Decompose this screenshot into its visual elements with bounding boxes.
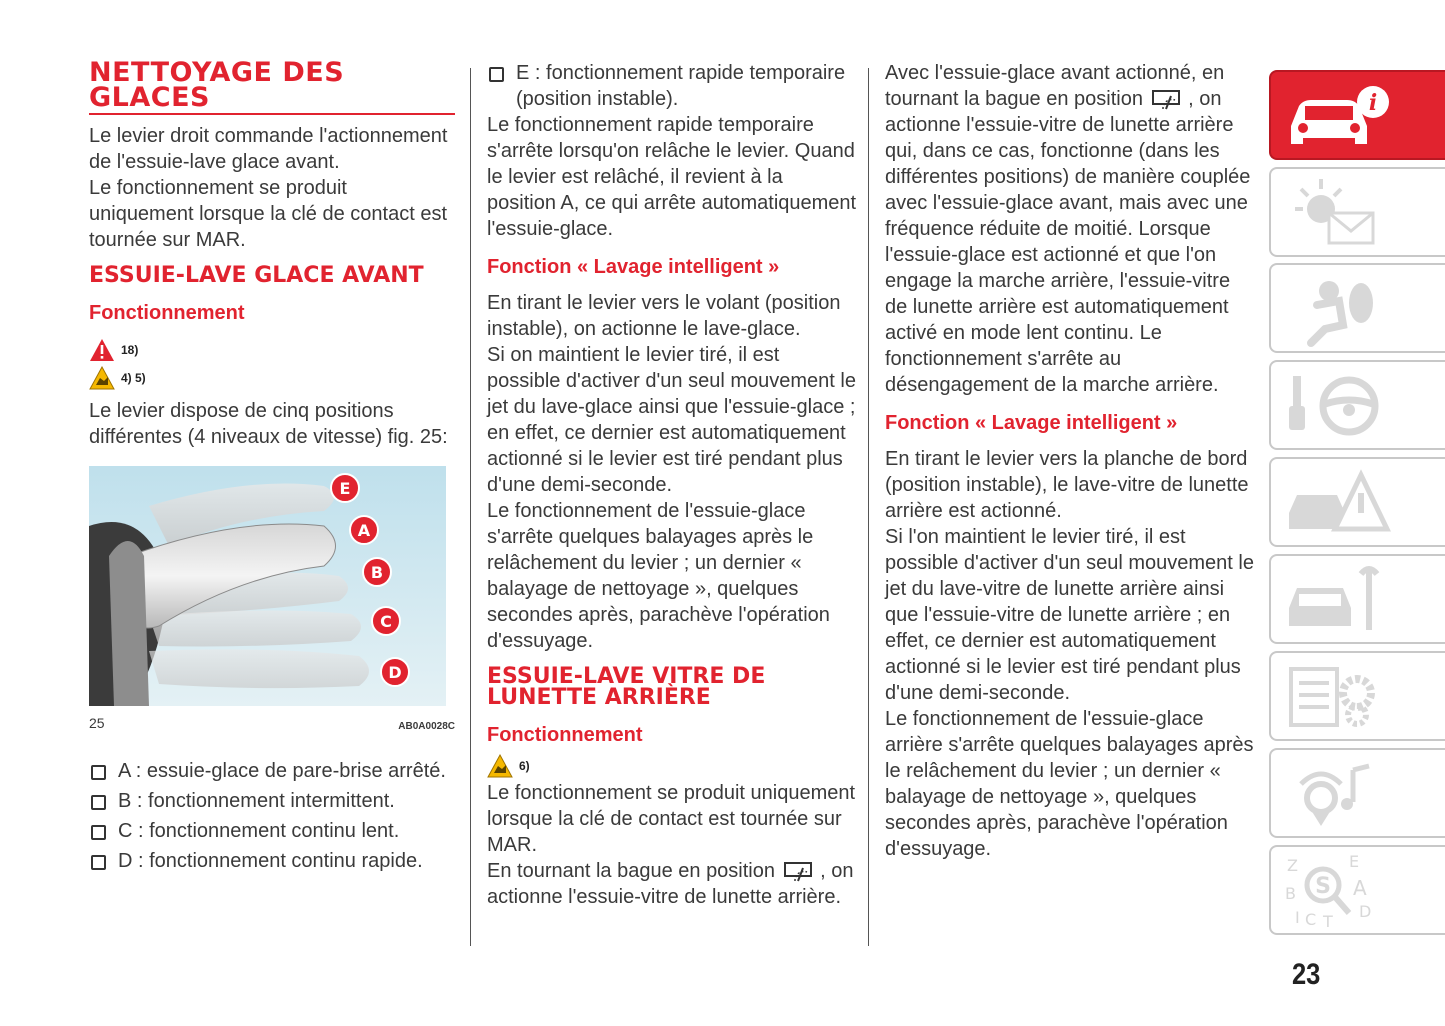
subsection-heading: Fonction « Lavage intelligent » — [487, 256, 780, 278]
page-title: NETTOYAGE DES GLACES — [89, 57, 345, 113]
bullet-box-icon — [91, 795, 106, 810]
list-item-text: C : fonctionnement continu lent. — [118, 820, 400, 842]
subsection-heading: Fonction « Lavage intelligent » — [885, 412, 1178, 434]
figure-lever-positions — [89, 466, 446, 706]
bullet-box-icon — [91, 855, 106, 870]
emergency-icon — [1281, 463, 1401, 543]
body-paragraph: Le levier dispose de cinq positions différentes (4 niveaux de vitesse) fig. 25: — [89, 400, 448, 448]
warning-ref-number: 6) — [519, 759, 530, 773]
wiper-lever-illustration — [89, 466, 446, 706]
section-heading-rear: ESSUIE-LAVE VITRE DE LUNETTE ARRIÈRE — [487, 664, 766, 710]
list-item — [89, 788, 455, 814]
subsection-heading: Fonctionnement — [89, 302, 245, 324]
intro-paragraph-1: Le levier droit commande l'actionnement de l'essuie-lave glace avant. — [89, 125, 448, 173]
specs-gear-icon — [1281, 657, 1401, 737]
caution-hand-icon — [487, 754, 513, 778]
index-letter: C — [1305, 910, 1317, 929]
lever-position-label: B — [370, 563, 384, 582]
list-item-text: D : fonctionnement continu rapide. — [118, 850, 423, 872]
warning-ref-number: 4) 5) — [121, 371, 146, 385]
list-item-text: A : essuie-glace de pare-brise arrêté. — [118, 760, 446, 782]
index-letter: D — [1359, 902, 1372, 921]
intro-paragraph-2: Le fonctionnement se produit uniquement lorsque la clé de contact est tournée sur MAR. — [89, 177, 447, 251]
paragraph: Le fonctionnement de l'essuie-glace s'arrête quelques balayages après le relâchement du levier ; un dernier « balayage de nettoyage », quelques secondes après, parachève l'opération d'essuyage. — [487, 500, 830, 652]
lever-position-label: A — [357, 521, 371, 540]
index-letter: Z — [1287, 856, 1298, 875]
list-item-text: E : fonctionnement rapide temporaire (position instable). — [516, 62, 846, 110]
danger-triangle-icon — [89, 338, 115, 362]
index-letter: I — [1295, 908, 1300, 927]
list-item — [89, 758, 455, 784]
index-letter: T — [1323, 912, 1333, 931]
index-letter: A — [1353, 876, 1367, 900]
tab-getting-to-know[interactable] — [1269, 70, 1445, 160]
tab-multimedia[interactable] — [1269, 748, 1445, 838]
tab-safety[interactable] — [1269, 263, 1445, 353]
tab-maintenance[interactable] — [1269, 554, 1445, 644]
tab-dashboard[interactable] — [1269, 167, 1445, 257]
paragraph: Le fonctionnement de l'essuie-glace arrière s'arrête quelques balayages après le relâchement du levier ; un dernier « balayage de nettoyage », quelques secondes après, parachève l'opération d'essuyage. — [885, 708, 1254, 860]
car-info-icon — [1281, 76, 1401, 156]
paragraph-text: , on actionne l'essuie-vitre de lunette arrière. — [487, 860, 854, 908]
multimedia-icon — [1281, 754, 1401, 834]
paragraph: Si l'on maintient le levier tiré, il est possible d'activer d'un seul mouvement le jet du lave-vitre de lunette arrière ainsi que l'essuie-vitre de lunette arrière ; en effet, ce dernier est automatiquement actionné si le levier est tiré pendant plus d'une demi-seconde. — [885, 526, 1254, 704]
page-number: 23 — [1292, 958, 1321, 991]
list-item — [89, 848, 455, 874]
paragraph: En tirant le levier vers la planche de bord (position instable), le lave-vitre de lunette arrière est actionné. — [885, 448, 1249, 522]
index-letter: S — [1315, 874, 1331, 899]
lever-position-label: D — [388, 663, 402, 682]
index-search-icon — [1281, 851, 1401, 931]
lever-position-label: C — [380, 612, 392, 631]
warning-lights-icon — [1281, 173, 1401, 253]
column-3 — [885, 60, 1255, 862]
paragraph-text: En tournant la bague en position — [487, 860, 775, 882]
index-letter: E — [1349, 852, 1360, 871]
paragraph — [487, 858, 857, 910]
column-divider — [868, 68, 869, 946]
bullet-box-icon — [489, 67, 504, 82]
airbag-icon — [1281, 269, 1401, 349]
tab-index[interactable] — [1269, 845, 1445, 935]
figure-code: AB0A0028C — [398, 721, 455, 732]
paragraph: Le fonctionnement rapide temporaire s'arrête lorsqu'on relâche le levier. Quand le levier est relâché, il revient à la position A, ce qui arrête automatiquement l'essuie-glace. — [487, 114, 857, 240]
paragraph: En tirant le levier vers le volant (position instable), on actionne le lave-glace. — [487, 292, 841, 340]
list-item — [89, 818, 455, 844]
bullet-box-icon — [91, 765, 106, 780]
list-item-text: B : fonctionnement intermittent. — [118, 790, 395, 812]
tab-technical-data[interactable] — [1269, 651, 1445, 741]
rear-wiper-icon — [1151, 88, 1181, 110]
warning-ref-caution — [487, 752, 857, 780]
index-letter: B — [1285, 884, 1296, 903]
tab-emergency[interactable] — [1269, 457, 1445, 547]
car-tools-icon — [1281, 560, 1401, 640]
svg-text:i: i — [1368, 90, 1378, 116]
caution-hand-icon — [89, 366, 115, 390]
list-item — [487, 60, 857, 112]
warning-ref-number: 18) — [121, 343, 139, 357]
section-heading-front: ESSUIE-LAVE GLACE AVANT — [89, 263, 424, 288]
figure-caption — [89, 710, 455, 740]
paragraph — [885, 60, 1255, 398]
paragraph-text: , on actionne l'essuie-vitre de lunette arrière qui, dans ce cas, fonctionne (dans les différentes positions) de manière couplée avec l'essuie-glace avant, mais avec une fréquence réduite de moitié. Lorsque l'essuie-glace est actionné et que l'on engage la marche arrière, l'essuie-vitre de lunette arrière est automatiquement activé en mode lent continu. Le fonctionnement s'arrête au désengagement de la marche arrière. — [885, 88, 1251, 396]
column-divider — [470, 68, 471, 946]
tab-starting-driving[interactable] — [1269, 360, 1445, 450]
paragraph: Le fonctionnement se produit uniquement lorsque la clé de contact est tournée sur MAR. — [487, 782, 856, 856]
warning-ref-caution — [89, 364, 455, 392]
paragraph-text: Avec l'essuie-glace avant actionné, en tournant la bague en position — [885, 62, 1225, 110]
lever-position-label: E — [339, 479, 351, 498]
bullet-box-icon — [91, 825, 106, 840]
steering-wheel-icon — [1281, 366, 1401, 446]
subsection-heading: Fonctionnement — [487, 724, 643, 746]
warning-ref-danger — [89, 336, 455, 364]
title-block — [89, 57, 455, 115]
rear-wiper-icon — [783, 860, 813, 882]
column-1 — [89, 57, 455, 874]
column-2 — [487, 60, 857, 910]
paragraph: Si on maintient le levier tiré, il est possible d'activer d'un seul mouvement le jet du lave-glace ainsi que l'essuie-glace ; en effet, ce dernier est automatiquement actionné si le levier est tiré pendant plus d'une demi-seconde. — [487, 344, 856, 496]
figure-number: 25 — [89, 715, 105, 731]
